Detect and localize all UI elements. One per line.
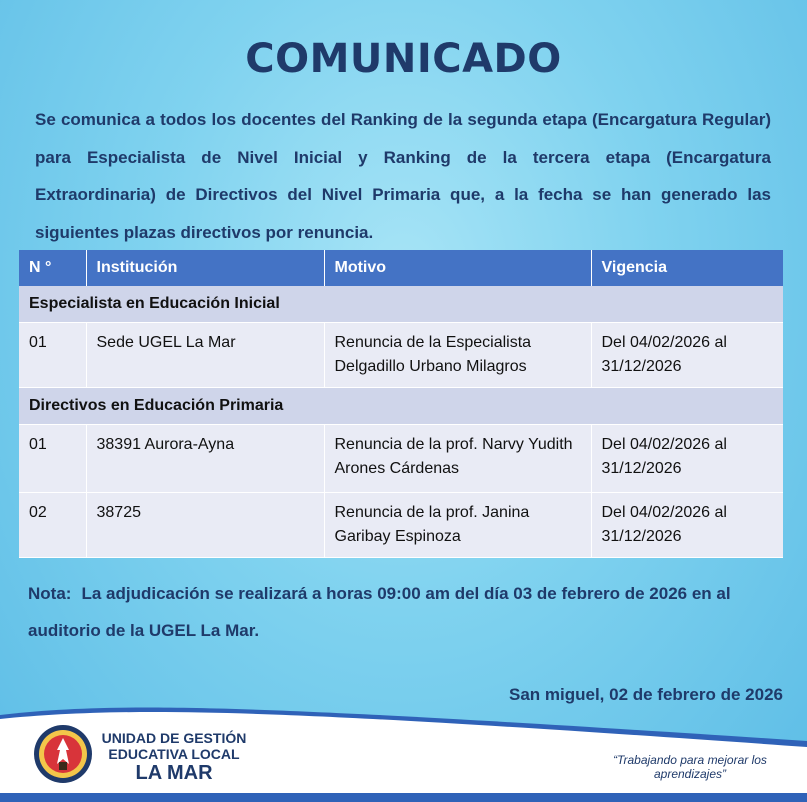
header-n: N ° — [19, 250, 86, 286]
table-row — [19, 493, 783, 558]
date-line: San miguel, 02 de febrero de 2026 — [508, 685, 783, 704]
cell-institucion: Sede UGEL La Mar — [86, 323, 324, 388]
ugel-seal-icon — [33, 724, 93, 784]
footer-banner — [0, 701, 807, 802]
page-title: COMUNICADO — [245, 36, 562, 82]
section-title: Directivos en Educación Primaria — [19, 388, 783, 425]
slogan: “Trabajando para mejorar los aprendizajes” — [613, 753, 767, 781]
cell-motivo: Renuncia de la prof. Janina Garibay Espinoza — [324, 493, 591, 558]
cell-institucion: 38391 Aurora-Ayna — [86, 425, 324, 493]
section-row — [19, 286, 783, 323]
vacancies-table — [19, 250, 783, 558]
ugel-line1: UNIDAD DE GESTIÓN — [101, 730, 247, 746]
ugel-name — [99, 730, 249, 784]
section-row — [19, 388, 783, 425]
cell-vigencia: Del 04/02/2026 al 31/12/2026 — [591, 425, 783, 493]
table-row — [19, 425, 783, 493]
header-vigencia: Vigencia — [591, 250, 783, 286]
cell-n: 01 — [19, 323, 86, 388]
table-row — [19, 323, 783, 388]
cell-motivo: Renuncia de la prof. Narvy Yudith Arones Cárdenas — [324, 425, 591, 493]
intro-paragraph: Se comunica a todos los docentes del Ranking de la segunda etapa (Encargatura Regular) para Especialista de Nivel Inicial y Ranking de la tercera etapa (Encargatura Extraordinaria) de Directivos del Nivel Primaria que, a la fecha se han generado las siguientes plazas directivos por renuncia. — [35, 110, 771, 242]
cell-vigencia: Del 04/02/2026 al 31/12/2026 — [591, 323, 783, 388]
header-motivo: Motivo — [324, 250, 591, 286]
cell-motivo: Renuncia de la Especialista Delgadillo Urbano Milagros — [324, 323, 591, 388]
note-text: La adjudicación se realizará a horas 09:00 am del día 03 de febrero de 2026 en al auditorio de la UGEL La Mar. — [28, 584, 731, 640]
cell-institucion: 38725 — [86, 493, 324, 558]
ugel-line3: LA MAR — [135, 762, 213, 784]
table-header-row — [19, 250, 783, 286]
note-paragraph — [28, 575, 778, 649]
note-label: Nota: — [28, 584, 72, 603]
header-institucion: Institución — [86, 250, 324, 286]
cell-n: 01 — [19, 425, 86, 493]
section-title: Especialista en Educación Inicial — [19, 286, 783, 323]
ugel-line2: EDUCATIVA LOCAL — [108, 746, 240, 762]
cell-n: 02 — [19, 493, 86, 558]
cell-vigencia: Del 04/02/2026 al 31/12/2026 — [591, 493, 783, 558]
